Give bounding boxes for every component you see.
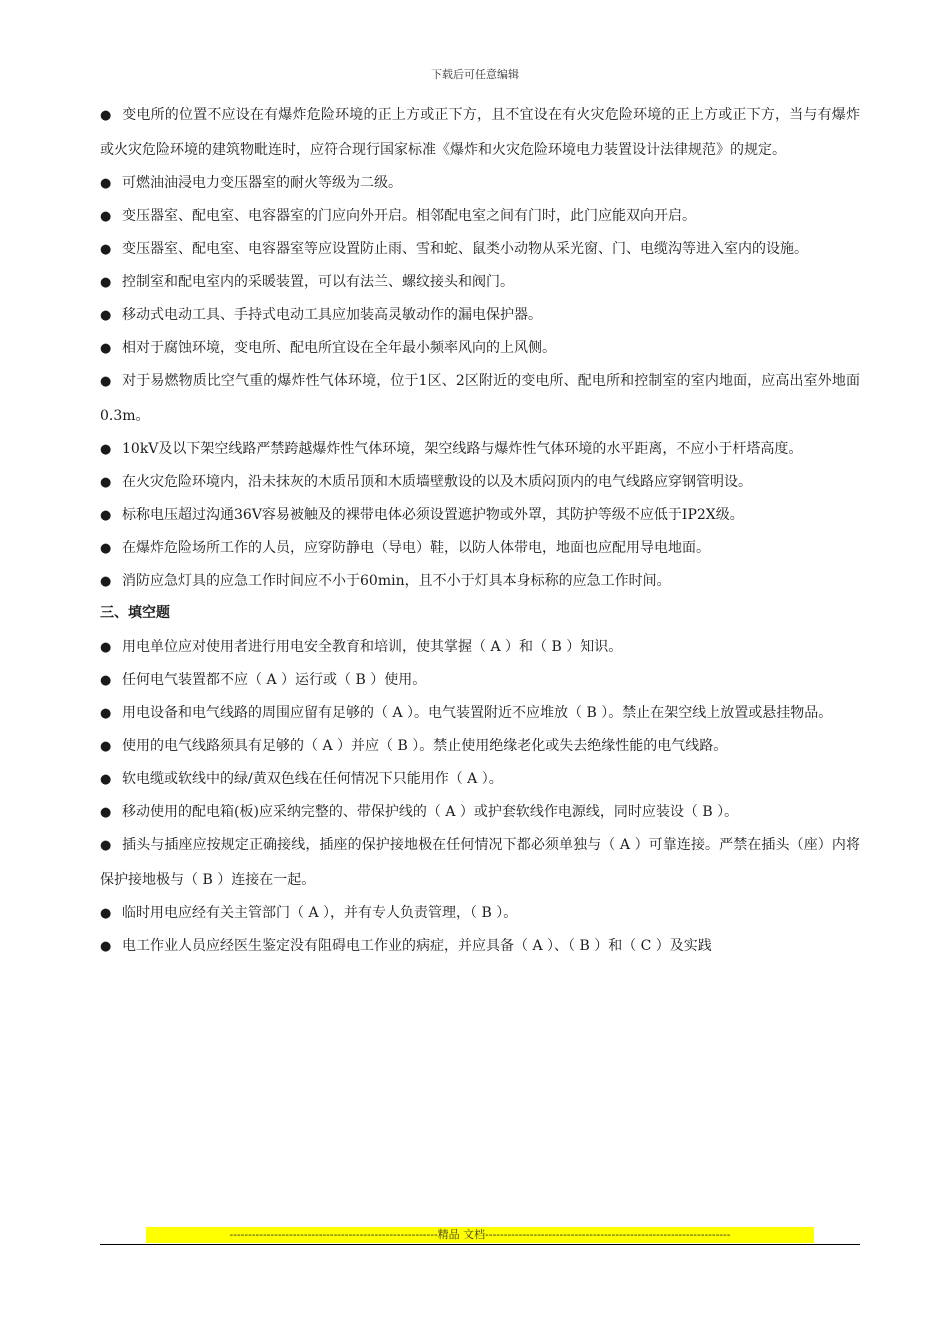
item-text: 变压器室、配电室、电容器室等应设置防止雨、雪和蛇、鼠类小动物从采光窗、门、电缆沟等进入室内的设施。: [122, 241, 808, 257]
item-text: 在火灾危险环境内，沿未抹灰的木质吊顶和木质墙壁敷设的以及木质闷顶内的电气线路应穿钢管明设。: [122, 474, 752, 490]
statement-item-7: [100, 331, 860, 366]
statement-item-5: [100, 265, 860, 300]
bullet-icon: ●: [100, 838, 112, 853]
section-heading-fill-blank: 三、填空题: [100, 605, 170, 621]
statement-item-8: [100, 364, 860, 434]
item-text: 用电设备和电气线路的周围应留有足够的（ A ）。电气装置附近不应堆放（ B ）。禁止在架空线上放置或悬挂物品。: [122, 705, 833, 721]
bullet-icon: ●: [100, 939, 112, 954]
item-text: 软电缆或软线中的绿/黄双色线在任何情况下只能用作（ A ）。: [122, 771, 503, 787]
fill-blank-item-4: [100, 729, 860, 764]
bullet-icon: ●: [100, 374, 112, 389]
item-text: 在爆炸危险场所工作的人员，应穿防静电（导电）鞋，以防人体带电，地面也应配用导电地面。: [122, 540, 710, 556]
statement-item-2: [100, 166, 860, 201]
fill-blank-item-3: [100, 696, 860, 731]
statement-item-9: [100, 432, 860, 467]
fill-blank-item-2: [100, 663, 860, 698]
item-text: 10kV及以下架空线路严禁跨越爆炸性气体环境，架空线路与爆炸性气体环境的水平距离，不应小于杆塔高度。: [122, 441, 803, 457]
page-header-note: 下载后可任意编辑: [431, 68, 519, 81]
bullet-icon: ●: [100, 706, 112, 721]
fill-blank-item-8: [100, 896, 860, 931]
item-text: 使用的电气线路须具有足够的（ A ）并应（ B ）。禁止使用绝缘老化或失去绝缘性能的电气线路。: [122, 738, 728, 754]
item-text: 对于易燃物质比空气重的爆炸性气体环境，位于1区、2区附近的变电所、配电所和控制室的室内地面，应高出室外地面0.3m。: [100, 373, 860, 424]
fill-blank-item-6: [100, 795, 860, 830]
statement-item-12: [100, 531, 860, 566]
statement-list: [100, 98, 860, 599]
statement-item-11: [100, 498, 860, 533]
item-text: 消防应急灯具的应急工作时间应不小于60min，且不小于灯具本身标称的应急工作时间。: [122, 573, 671, 589]
item-text: 电工作业人员应经医生鉴定没有阻碍电工作业的病症，并应具备（ A ）、（ B ）和（ C ）及实践: [122, 938, 712, 954]
bullet-icon: ●: [100, 906, 112, 921]
bullet-icon: ●: [100, 108, 112, 123]
document-body: [100, 98, 860, 962]
fill-blank-item-7: [100, 828, 860, 898]
item-text: 相对于腐蚀环境，变电所、配电所宜设在全年最小频率风向的上风侧。: [122, 340, 556, 356]
item-text: 任何电气装置都不应（ A ）运行或（ B ）使用。: [122, 672, 427, 688]
fill-blank-list: [100, 630, 860, 964]
bullet-icon: ●: [100, 541, 112, 556]
statement-item-10: [100, 465, 860, 500]
fill-blank-item-9: [100, 929, 860, 964]
statement-item-3: [100, 199, 860, 234]
bullet-icon: ●: [100, 275, 112, 290]
item-text: 可燃油油浸电力变压器室的耐火等级为二级。: [122, 175, 402, 191]
bullet-icon: ●: [100, 442, 112, 457]
bullet-icon: ●: [100, 475, 112, 490]
fill-blank-item-1: [100, 630, 860, 665]
footer-divider: [100, 1244, 860, 1245]
item-text: 移动使用的配电箱(板)应采纳完整的、带保护线的（ A ）或护套软线作电源线，同时应装设（ B ）。: [122, 804, 739, 820]
item-text: 插头与插座应按规定正确接线，插座的保护接地极在任何情况下都必须单独与（ A ）可靠连接。严禁在插头（座）内将保护接地极与（ B ）连接在一起。: [100, 837, 860, 888]
bullet-icon: ●: [100, 673, 112, 688]
bullet-icon: ●: [100, 508, 112, 523]
bullet-icon: ●: [100, 640, 112, 655]
bullet-icon: ●: [100, 341, 112, 356]
bullet-icon: ●: [100, 209, 112, 224]
item-text: 移动式电动工具、手持式电动工具应加装高灵敏动作的漏电保护器。: [122, 307, 542, 323]
statement-item-1: [100, 98, 860, 168]
bullet-icon: ●: [100, 176, 112, 191]
item-text: 变电所的位置不应设在有爆炸危险环境的正上方或正下方，且不宜设在有火灾危险环境的正上方或正下方，当与有爆炸或火灾危险环境的建筑物毗连时，应符合现行国家标准《爆炸和火灾危险环境电力装置设计法律规范》的规定。: [100, 107, 860, 158]
item-text: 控制室和配电室内的采暖装置，可以有法兰、螺纹接头和阀门。: [122, 274, 514, 290]
bullet-icon: ●: [100, 574, 112, 589]
item-text: 用电单位应对使用者进行用电安全教育和培训，使其掌握（ A ）和（ B ）知识。: [122, 639, 623, 655]
bullet-icon: ●: [100, 772, 112, 787]
footer-banner: --------------------------------------------------------精品 文档------------------------------------------------------------------: [146, 1227, 814, 1243]
bullet-icon: ●: [100, 242, 112, 257]
fill-blank-item-5: [100, 762, 860, 797]
statement-item-6: [100, 298, 860, 333]
item-text: 标称电压超过沟通36V容易被触及的裸带电体必须设置遮护物或外罩，其防护等级不应低于IP2X级。: [122, 507, 744, 523]
bullet-icon: ●: [100, 308, 112, 323]
item-text: 临时用电应经有关主管部门（ A ），并有专人负责管理，（ B ）。: [122, 905, 518, 921]
bullet-icon: ●: [100, 739, 112, 754]
statement-item-4: [100, 232, 860, 267]
item-text: 变压器室、配电室、电容器室的门应向外开启。相邻配电室之间有门时，此门应能双向开启。: [122, 208, 696, 224]
bullet-icon: ●: [100, 805, 112, 820]
statement-item-13: [100, 564, 860, 599]
